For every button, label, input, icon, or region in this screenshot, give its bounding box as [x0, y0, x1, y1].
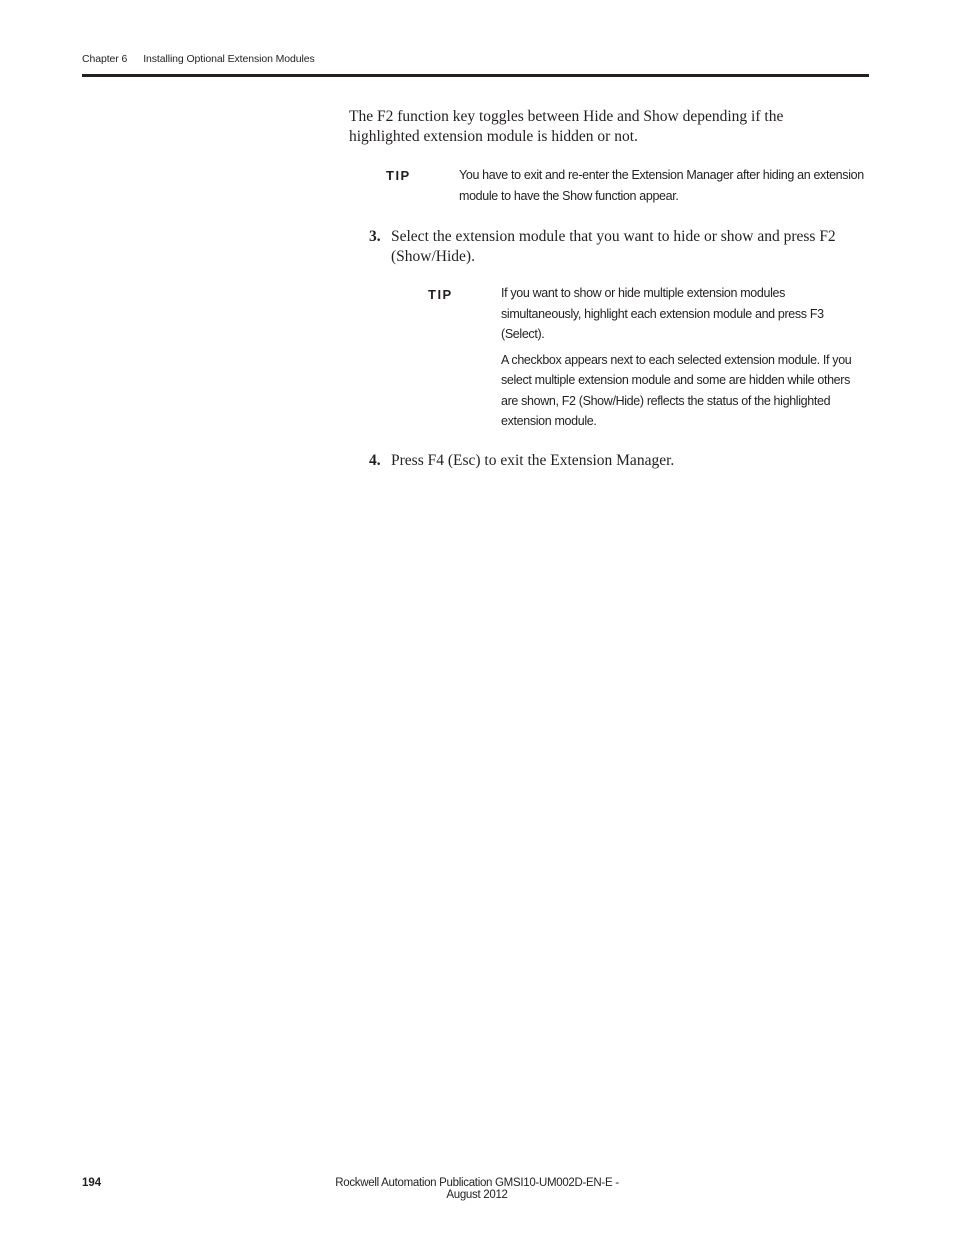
- step-3: [369, 227, 855, 267]
- tip-label: TIP: [386, 168, 411, 183]
- tip-paragraph-1: If you want to show or hide multiple extension modules simultaneously, highlight each extension module and press F3 (Select).: [501, 286, 824, 341]
- page-number: 194: [82, 1177, 102, 1189]
- tip-text-block: [501, 283, 863, 437]
- intro-paragraph: The F2 function key toggles between Hide and Show depending if the highlighted extension module is hidden or not.: [349, 108, 784, 145]
- tip-label: TIP: [428, 287, 453, 302]
- tip-paragraph-2: A checkbox appears next to each selected extension module. If you select multiple extension module and some are hidden while others are shown, F2 (Show/Hide) reflects the status of the highlighted extension module.: [501, 352, 852, 428]
- tip-text: You have to exit and re-enter the Extension Manager after hiding an extension module to have the Show function appear.: [459, 168, 864, 203]
- header-title: Installing Optional Extension Modules: [143, 53, 315, 65]
- step-number: 4.: [369, 452, 381, 469]
- step-4: [369, 451, 855, 471]
- step-number: 3.: [369, 228, 381, 245]
- publication-footer: Rockwell Automation Publication GMSI10-UM002D-EN-E - August 2012: [335, 1177, 619, 1201]
- step-text: Press F4 (Esc) to exit the Extension Manager.: [391, 452, 675, 469]
- header-chapter: Chapter 6: [82, 53, 128, 65]
- header-rule: [82, 74, 869, 77]
- running-header: [82, 53, 315, 65]
- step-text: Select the extension module that you want to hide or show and press F2 (Show/Hide).: [391, 228, 836, 265]
